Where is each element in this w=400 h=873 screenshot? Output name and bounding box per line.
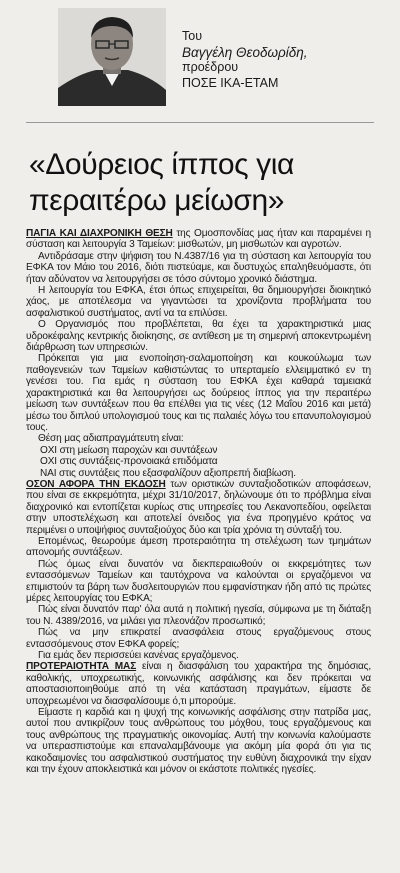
paragraph-text: Είμαστε η καρδιά και η ψυχή της κοινωνικής ασφάλισης στην πατρίδα μας, αυτοί που αντικρίζουν τους ανθρώπους του μόχθου, τους εργαζόμενους και τους ανθρώπους της πραγματικής οικονομίας. Αυτή την κοινωνία καλούμαστε να υπερασπιστούμε και επαναλαμβάνουμε για ακόμη μία φορά ότι για τις κακοδαιμονίες του ασφαλιστικού συστήματος την ευθύνη διαχρονικά την είχαν και την έχουν αποκλειστικά και μόνον οι εκάστοτε πολιτικές ηγεσίες. [26,707,371,776]
author-portrait-image [58,8,166,106]
byline-prefix: Του [182,29,203,43]
author-organization: ΠΟΣΕ ΙΚΑ-ΕΤΑΜ [182,75,279,90]
paragraph-text: ΟΧΙ στη μείωση παροχών και συντάξεων [40,444,218,456]
paragraph-lead: ΠΑΓΙΑ ΚΑΙ ΔΙΑΧΡΟΝΙΚΗ ΘΕΣΗ [26,228,173,239]
paragraph-text: Θέση μας αδιαπραγμάτευτη είναι: [38,433,184,445]
article-paragraph [26,707,371,775]
article-headline [29,147,379,219]
paragraph-text: Πώς όμως είναι δυνατόν να διεκπεραιωθούν οι εκκρεμότητες των εντασσόμενων Ταμείων και ταυτόχρονα να καλούνται οι εργαζόμενοι να επιμιστούν τα βάρη των δυσλειτουργιών που εμφανίστηκαν ήδη από τις πρώτες μέρες λειτουργίας του ΕΦΚΑ; [26,558,371,604]
article-paragraph [26,433,371,444]
paragraph-text: Πρόκειται για μια ενοποίηση-σαλαμοποίηση και κουκούλωμα των παθογενειών των Ταμείων καθιστώντας το υπερταμείο ελλειμματικό εν τη γενέσει του. Για εμάς η σύσταση του ΕΦΚΑ έχει καθαρά ταμειακά χαρακτηριστικά και θα λειτουργήσει ως δούρειος ίππος για την περαιτέρω μείωση των συντάξεων που θα επέλθει για τις νέες (12 Μαΐου 2016 και μετά) μέσω του διπλού υπολογισμού τους και τις παλαιές λόγω του επανυπολογισμού τους. [26,353,371,433]
paragraph-lead: ΠΡΟΤΕΡΑΙΟΤΗΤΑ ΜΑΣ [26,661,137,673]
paragraph-text: ΝΑΙ στις συντάξεις που εξασφαλίζουν αξιοπρεπή διαβίωση. [40,467,296,479]
article-paragraph [26,479,371,536]
paragraph-text: είναι η διασφάλιση του χαρακτήρα της δημόσιας, καθολικής, υποχρεωτικής, κοινωνικής ασφάλισης και δεν πρόκειται να αποστασιοποιηθούμε από τη νέα κατάσταση πραγμάτων, είμαστε δε υποχρεωμένοι να διασφαλίσουμε ό,τι μπορούμε. [26,661,371,707]
article-paragraph [26,536,371,559]
paragraph-text: Η λειτουργία του ΕΦΚΑ, έτσι όπως επιχειρείται, θα δημιουργήσει διοικητικό χάος, με αποτέλεσμα να γιγαντώσει τα χρονίζοντα προβλήματα του ασφαλιστικού συστήματος, αντί να τα επιλύσει. [26,285,371,319]
paragraph-text: Πώς είναι δυνατόν παρ' όλα αυτά η πολιτική ηγεσία, σύμφωνα με τη διάταξη του Ν. 4389/2016, να μιλάει για πλεονάζον προσωπικό; [26,604,371,627]
paragraph-text: Ο Οργανισμός που προβλέπεται, θα έχει τα χαρακτηριστικά μιας υδροκέφαλης κεντρικής διοίκησης, σε αντίθεση με τη σημερινή αποκεντρωμένη διάρθρωση των υπηρεσιών. [26,319,371,354]
article-paragraph [26,468,371,479]
paragraph-lead: ΟΣΟΝ ΑΦΟΡΑ ΤΗΝ ΕΚΔΟΣΗ [26,478,166,490]
article-paragraph [26,627,371,650]
article-paragraph [26,650,371,661]
paragraph-text: Αντιδράσαμε στην ψήφιση του Ν.4387/16 για τη σύσταση και λειτουργία του ΕΦΚΑ τον Μάιο του 2016, διότι πιστεύαμε, και δυστυχώς επαληθευόμαστε, ότι ήταν αδύνατον να λειτουργήσει σε τόσο σύντομο χρονικό διάστημα. [26,250,371,285]
article-paragraph [26,251,371,285]
header-divider [26,122,374,123]
article-paragraph [26,604,371,627]
author-photo [58,8,166,106]
article-paragraph [26,285,371,319]
paragraph-text: της Ομοσπονδίας μας ήταν και παραμένει η σύσταση και λειτουργία 3 Ταμείων: μισθωτών, μη μισθωτών και αγροτών. [26,228,371,251]
paragraph-text: Πώς να μην επικρατεί ανασφάλεια στους εργαζόμενους στους εντασσόμενους στον ΕΦΚΑ φορείς; [26,627,371,650]
paragraph-text: Για εμάς δεν περισσεύει κανένας εργαζόμενος. [38,650,239,662]
article-paragraph [26,661,371,707]
author-name: Βαγγέλη Θεοδωρίδη, [182,44,308,60]
article-paragraph [26,353,371,433]
paragraph-text: Επομένως, θεωρούμε άμεση προτεραιότητα τη στελέχωση των τμημάτων απονομής συντάξεων. [26,535,371,559]
article-paragraph [26,559,371,605]
headline-line-1: «Δούρειος ίππος για [29,148,294,181]
paragraph-text: των οριστικών συνταξιοδοτικών αποφάσεων, που είναι σε εκκρεμότητα, μέχρι 31/10/2017, δηλώνουμε ότι το πρόβλημα είναι διαχρονικό και εντοπίζεται κυρίως στις υπηρεσίες του Λεκανοπεδίου, οφείλεται στην υποστελέχωση και αποτελεί όνειδος για ένα προηγμένο κράτος να περιμένει ο υποψήφιος συνταξιούχος δύο και τρία χρόνια τη σύνταξή του. [26,478,371,536]
headline-line-2: περαιτέρω μείωση» [29,184,285,217]
article-paragraph [26,456,371,467]
article-paragraph [26,445,371,456]
article-paragraph [26,228,371,251]
article-paragraph [26,319,371,353]
author-header [0,0,400,108]
author-role: προέδρου [182,60,239,74]
paragraph-text: ΟΧΙ στις συντάξεις-προνοιακά επιδόματα [40,456,218,468]
byline [182,29,307,91]
article-body [26,228,371,776]
